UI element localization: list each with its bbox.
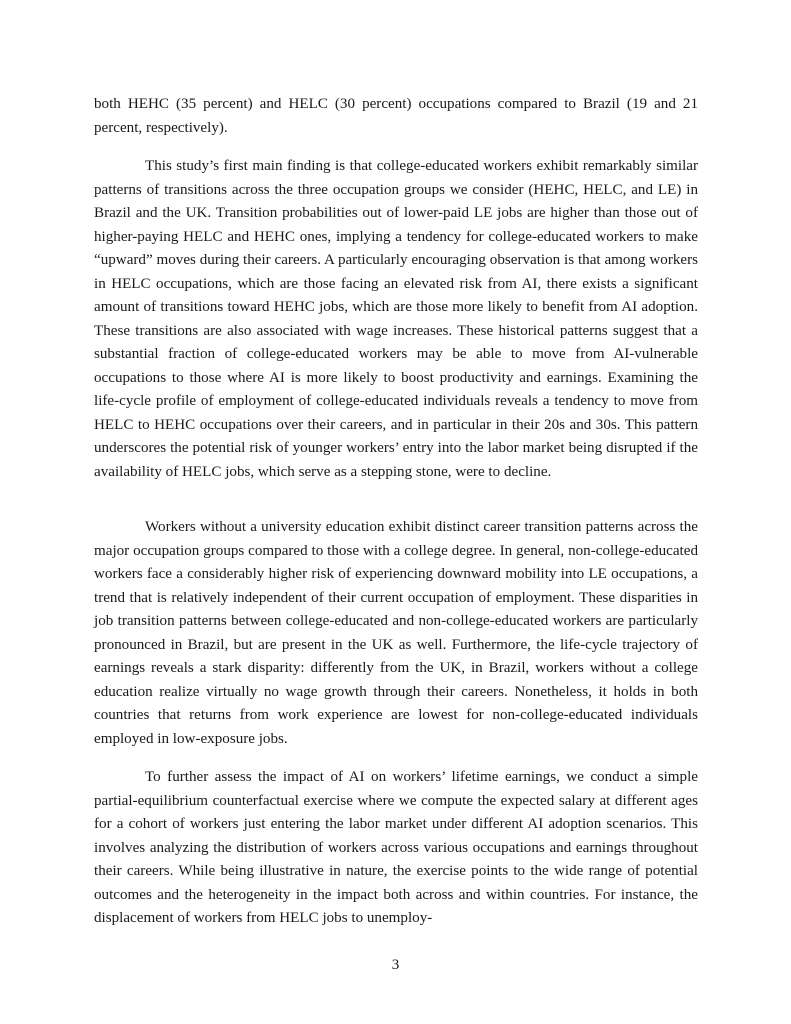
paragraph-continuation: both HEHC (35 percent) and HELC (30 percent) occupations compared to Brazil (19 and 21 percent, respectively). — [94, 96, 698, 136]
paragraph-non-college-workers: Workers without a university education exhibit distinct career transition patterns across the major occupation groups compared to those with a college degree. In general, non-college-educated workers face a considerably higher risk of experiencing downward mobility into LE occupations, a trend that is relatively independent of their current occupation of employment. These disparities in job transition patterns between college-educated and non-college-educated workers are particularly pronounced in Brazil, but are present in the UK as well. Furthermore, the life-cycle trajectory of earnings reveals a stark disparity: differently from the UK, in Brazil, workers without a college education realize virtually no wage growth through their careers. Nonetheless, it holds in both countries that returns from work experience are lowest for non-college-educated individuals employed in low-exposure jobs. — [94, 519, 698, 747]
paragraph-counterfactual-exercise: To further assess the impact of AI on workers’ lifetime earnings, we conduct a simple partial-equilibrium counterfactual exercise where we compute the expected salary at different ages for a cohort of workers just entering the labor market under different AI adoption scenarios. This involves analyzing the distribution of workers across various occupations and earnings throughout their careers. While being illustrative in nature, the exercise points to the wide range of potential outcomes and the heterogeneity in the impact both across and within countries. For instance, the displacement of workers from HELC jobs to unemploy- — [94, 769, 698, 926]
paragraph-college-educated-findings: This study’s first main finding is that college-educated workers exhibit remarkably similar patterns of transitions across the three occupation groups we consider (HEHC, HELC, and LE) in Brazil and the UK. Transition probabilities out of lower-paid LE jobs are higher than those out of higher-paying HELC and HEHC ones, implying a tendency for college-educated workers to make “upward” moves during their careers. A particularly encouraging observation is that among workers in HELC occupations, which are those facing an elevated risk from AI, there exists a significant amount of transitions toward HEHC jobs, which are those more likely to benefit from AI adoption. These transitions are also associated with wage increases. These historical patterns suggest that a substantial fraction of college-educated workers may be able to move from AI-vulnerable occupations to those where AI is more likely to boost productivity and earnings. Examining the life-cycle profile of employment of college-educated individuals reveals a tendency to move from HELC to HEHC occupations over their careers, and in particular in their 20s and 30s. This pattern underscores the potential risk of younger workers’ entry into the labor market being disrupted if the availability of HELC jobs, which serve as a stepping stone, were to decline. — [94, 158, 698, 480]
page-number: 3 — [391, 957, 400, 973]
